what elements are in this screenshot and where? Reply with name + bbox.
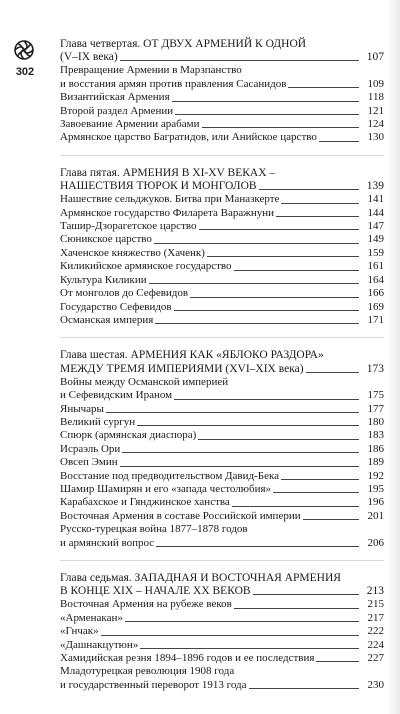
leader-line (156, 546, 359, 547)
toc-line: Русско-турецкая война 1877–1878 годов (60, 523, 248, 536)
leader-line (101, 635, 359, 636)
section-divider (60, 337, 384, 338)
toc-line: НАШЕСТВИЯ ТЮРОК И МОНГОЛОВ (60, 180, 257, 193)
toc-entry[interactable] (60, 510, 384, 523)
toc-line-with-leader (60, 537, 360, 550)
page-ref: 227 (367, 652, 384, 665)
toc-line-with-leader (60, 233, 360, 246)
chapter-section (60, 349, 384, 550)
toc-line: В КОНЦЕ XIX – НАЧАЛЕ XX ВЕКОВ (60, 585, 251, 598)
leader-line (120, 60, 359, 61)
toc-entry[interactable] (60, 376, 384, 403)
toc-entry-text (60, 625, 360, 638)
page-margin (0, 0, 52, 714)
leader-line (155, 323, 359, 324)
toc-line: От монголов до Сефевидов (60, 287, 189, 300)
page-ref: 173 (366, 362, 384, 375)
toc-line: Глава седьмая. ЗАПАДНАЯ И ВОСТОЧНАЯ АРМЕНИЯ (60, 572, 341, 584)
page-ref: 171 (367, 313, 384, 326)
toc-entry-text (60, 301, 360, 314)
toc-entry-text (60, 233, 360, 246)
toc-line-with-leader (60, 207, 360, 220)
toc-line: Нашествие сельджуков. Битва при Маназкерте (60, 193, 280, 206)
toc-line-with-leader (60, 91, 360, 104)
page-ref: 230 (367, 678, 384, 691)
page-ref: 186 (367, 442, 384, 455)
chapter-title-text (60, 349, 360, 375)
page-ref: 139 (366, 180, 384, 193)
toc-entry[interactable] (60, 429, 384, 442)
toc-entry[interactable] (60, 443, 384, 456)
toc-line: Хаченское княжество (Хаченк) (60, 246, 205, 259)
page-ref: 121 (367, 104, 384, 117)
page-ref: 213 (366, 585, 384, 598)
page-number: 302 (15, 66, 35, 78)
toc-line-with-leader (60, 220, 360, 233)
toc-entry[interactable] (60, 274, 384, 287)
toc-line: и восстания армян против правления Сасанидов (60, 77, 287, 90)
toc-entry[interactable] (60, 207, 384, 220)
leader-line (154, 243, 359, 244)
toc-entry-text (60, 64, 360, 91)
leader-line (202, 127, 360, 128)
page-ref: 180 (367, 415, 384, 428)
page-ref: 175 (367, 389, 384, 402)
leader-line (273, 492, 359, 493)
leader-line (316, 661, 359, 662)
toc-line: Государство Сефевидов (60, 300, 172, 313)
leader-line (234, 270, 359, 271)
toc-entry[interactable] (60, 612, 384, 625)
toc-entry-text (60, 598, 360, 611)
toc-entry[interactable] (60, 64, 384, 91)
toc-entry[interactable] (60, 105, 384, 118)
leader-line (149, 283, 359, 284)
toc-entry[interactable] (60, 314, 384, 327)
toc-line-with-leader (60, 51, 360, 64)
toc-line: Глава пятая. АРМЕНИЯ В XI-XV ВЕКАХ – (60, 166, 276, 179)
toc-entry-text (60, 247, 360, 260)
leader-line (106, 412, 359, 413)
toc-line-with-leader (60, 443, 360, 456)
toc-line: Культура Киликии (60, 273, 147, 286)
toc-line-with-leader (60, 314, 360, 327)
page-ref: 183 (367, 429, 384, 442)
toc-line: Второй раздел Армении (60, 104, 174, 117)
page-ref: 161 (367, 260, 384, 273)
toc-line-with-leader (60, 679, 360, 692)
toc-line-with-leader (60, 598, 360, 611)
toc-line: Киликийское армянское государство (60, 260, 232, 273)
toc-entry[interactable] (60, 652, 384, 665)
chapter-title[interactable] (60, 38, 384, 64)
toc-line-with-leader (60, 105, 360, 118)
toc-line-with-leader (60, 456, 360, 469)
toc-line: Шамир Шамирян и его «запада честолюбия» (60, 482, 272, 495)
leader-line (172, 101, 359, 102)
toc-line-with-leader (60, 652, 360, 665)
toc-entry-text (60, 665, 360, 692)
toc-entry[interactable] (60, 220, 384, 233)
toc-entry-text (60, 470, 360, 483)
toc-entry[interactable] (60, 233, 384, 246)
leader-line (174, 399, 359, 400)
toc-line-with-leader (60, 78, 360, 91)
page-ref: 206 (367, 536, 384, 549)
leader-line (190, 297, 359, 298)
leader-line (234, 608, 359, 609)
toc-entry-text (60, 91, 360, 104)
toc-entry[interactable] (60, 496, 384, 509)
toc-line: Сюникское царство (60, 233, 152, 246)
toc-entry[interactable] (60, 456, 384, 469)
toc-line: Восстание под предводительством Давид-Бека (60, 469, 280, 482)
toc-entry-text (60, 220, 360, 233)
chapter-title[interactable] (60, 572, 384, 598)
toc-entry-text (60, 456, 360, 469)
page-ref: 130 (367, 131, 384, 144)
chapter-section (60, 572, 384, 692)
toc-entry-text (60, 118, 360, 131)
table-of-contents (60, 38, 384, 702)
toc-entry[interactable] (60, 193, 384, 206)
leader-line (175, 114, 359, 115)
leader-line (281, 203, 359, 204)
chapter-section (60, 38, 384, 145)
toc-entry-text (60, 376, 360, 403)
toc-entry-text (60, 207, 360, 220)
toc-line: «Гнчак» (60, 625, 99, 638)
toc-line: Младотурецкая революция 1908 года (60, 665, 235, 678)
toc-entry-text (60, 314, 360, 327)
leader-line (199, 229, 360, 230)
toc-line: Армянское государство Филарета Варажнуни (60, 206, 274, 219)
toc-line-with-leader (60, 180, 360, 193)
toc-entry-text (60, 429, 360, 442)
leader-line (259, 189, 359, 190)
toc-entry-text (60, 483, 360, 496)
eternity-sign-icon (12, 38, 36, 62)
leader-line (253, 594, 359, 595)
toc-entry-text (60, 612, 360, 625)
page-ref: 166 (367, 287, 384, 300)
toc-line: Османская империя (60, 313, 154, 326)
toc-entry[interactable] (60, 523, 384, 550)
section-divider (60, 560, 384, 561)
toc-entry-text (60, 260, 360, 273)
toc-entry-text (60, 287, 360, 300)
toc-entry-text (60, 652, 360, 665)
toc-line: Глава шестая. АРМЕНИЯ КАК «ЯБЛОКО РАЗДОРА» (60, 349, 324, 362)
toc-line: МЕЖДУ ТРЕМЯ ИМПЕРИЯМИ (XVI–XIX века) (60, 362, 304, 375)
toc-entry[interactable] (60, 287, 384, 300)
toc-entry[interactable] (60, 260, 384, 273)
page-ref: 177 (367, 402, 384, 415)
leader-line (276, 216, 359, 217)
page-ref: 222 (367, 625, 384, 638)
page-ref: 144 (367, 206, 384, 219)
toc-line: «Арменакан» (60, 611, 123, 624)
toc-line: и Сефевидским Ираном (60, 389, 173, 402)
toc-entry[interactable] (60, 416, 384, 429)
toc-entry[interactable] (60, 131, 384, 144)
toc-line-with-leader (60, 274, 360, 287)
toc-entry-text (60, 131, 360, 144)
toc-line: Превращение Армении в Марзпанство (60, 64, 242, 77)
toc-entry-text (60, 523, 360, 550)
toc-line: Глава четвертая. ОТ ДВУХ АРМЕНИЙ К ОДНОЙ (60, 38, 307, 50)
toc-entry[interactable] (60, 247, 384, 260)
toc-entry[interactable] (60, 91, 384, 104)
toc-entry-text (60, 510, 360, 523)
toc-entry-text (60, 443, 360, 456)
toc-line-with-leader (60, 483, 360, 496)
toc-entry-text (60, 496, 360, 509)
toc-line-with-leader (60, 260, 360, 273)
toc-line-with-leader (60, 389, 360, 402)
toc-entry[interactable] (60, 301, 384, 314)
leader-line (207, 256, 359, 257)
toc-line: Восточная Армения в составе Российской империи (60, 509, 301, 522)
toc-entry[interactable] (60, 483, 384, 496)
toc-line: Войны между Османской империей (60, 375, 229, 388)
leader-line (137, 425, 359, 426)
toc-entry[interactable] (60, 598, 384, 611)
toc-line-with-leader (60, 612, 360, 625)
toc-line: Великий сургун (60, 415, 136, 428)
chapter-title[interactable] (60, 349, 384, 375)
page-ref: 118 (367, 91, 384, 104)
toc-line-with-leader (60, 470, 360, 483)
chapter-title-text (60, 167, 360, 193)
leader-line (288, 87, 359, 88)
toc-line-with-leader (60, 416, 360, 429)
toc-line-with-leader (60, 363, 360, 376)
chapter-title-text (60, 38, 360, 64)
page-ref: 215 (367, 598, 384, 611)
page-ref: 164 (367, 273, 384, 286)
leader-line (125, 621, 359, 622)
toc-line-with-leader (60, 510, 360, 523)
page-ref: 147 (367, 220, 384, 233)
page-ref: 149 (367, 233, 384, 246)
leader-line (281, 479, 359, 480)
leader-line (249, 688, 359, 689)
page-edge-shadow (386, 0, 400, 714)
toc-line-with-leader (60, 287, 360, 300)
toc-entry-text (60, 193, 360, 206)
toc-entry-text (60, 105, 360, 118)
toc-line: «Дашнакцутюн» (60, 638, 139, 651)
page-ref: 189 (367, 456, 384, 469)
section-divider (60, 155, 384, 156)
leader-line (122, 452, 359, 453)
toc-line: и армянский вопрос (60, 536, 155, 549)
toc-line-with-leader (60, 496, 360, 509)
page-ref: 195 (367, 482, 384, 495)
leader-line (140, 648, 359, 649)
toc-entry-text (60, 403, 360, 416)
toc-line: Янычары (60, 402, 104, 415)
toc-line-with-leader (60, 429, 360, 442)
toc-entry[interactable] (60, 625, 384, 638)
toc-line-with-leader (60, 585, 360, 598)
toc-entry[interactable] (60, 639, 384, 652)
toc-entry[interactable] (60, 665, 384, 692)
page-ref: 201 (367, 509, 384, 522)
toc-line: Византийская Армения (60, 91, 170, 104)
toc-line: Овсеп Эмин (60, 456, 118, 469)
leader-line (120, 466, 359, 467)
leader-line (303, 519, 359, 520)
leader-line (174, 310, 359, 311)
page-ref: 159 (367, 246, 384, 259)
toc-line: Спюрк (армянская диаспора) (60, 429, 197, 442)
leader-line (319, 141, 359, 142)
toc-line: Хамидийская резня 1894–1896 годов и ее последствия (60, 652, 315, 665)
page-ref: 107 (366, 51, 384, 64)
toc-entry-text (60, 639, 360, 652)
toc-entry-text (60, 416, 360, 429)
toc-line-with-leader (60, 639, 360, 652)
toc-line: Ташир-Дзорагетское царство (60, 220, 197, 233)
leader-line (198, 439, 359, 440)
page-ref: 141 (367, 193, 384, 206)
leader-line (306, 372, 359, 373)
toc-line-with-leader (60, 625, 360, 638)
toc-line: Восточная Армения на рубеже веков (60, 598, 232, 611)
chapter-title[interactable] (60, 167, 384, 193)
page-ref: 217 (367, 611, 384, 624)
page-ref: 192 (367, 469, 384, 482)
leader-line (232, 506, 359, 507)
toc-line: Армянское царство Багратидов, или Анийское царство (60, 131, 317, 144)
toc-line: Карабахское и Гянджинское ханства (60, 496, 230, 509)
toc-line: и государственный переворот 1913 года (60, 678, 247, 691)
toc-line-with-leader (60, 118, 360, 131)
toc-entry[interactable] (60, 118, 384, 131)
page-ref: 169 (367, 300, 384, 313)
toc-line-with-leader (60, 131, 360, 144)
toc-line-with-leader (60, 403, 360, 416)
toc-line: (V–IX века) (60, 51, 118, 64)
page-ref: 109 (367, 77, 384, 90)
toc-entry-text (60, 274, 360, 287)
chapter-title-text (60, 572, 360, 598)
chapter-section (60, 167, 384, 327)
toc-line-with-leader (60, 247, 360, 260)
toc-line-with-leader (60, 193, 360, 206)
toc-line-with-leader (60, 301, 360, 314)
toc-entry[interactable] (60, 403, 384, 416)
page-ref: 124 (367, 118, 384, 131)
toc-line: Исраэль Ори (60, 442, 121, 455)
toc-line: Завоевание Армении арабами (60, 118, 200, 131)
toc-entry[interactable] (60, 470, 384, 483)
page-ref: 224 (367, 638, 384, 651)
page-ref: 196 (367, 496, 384, 509)
